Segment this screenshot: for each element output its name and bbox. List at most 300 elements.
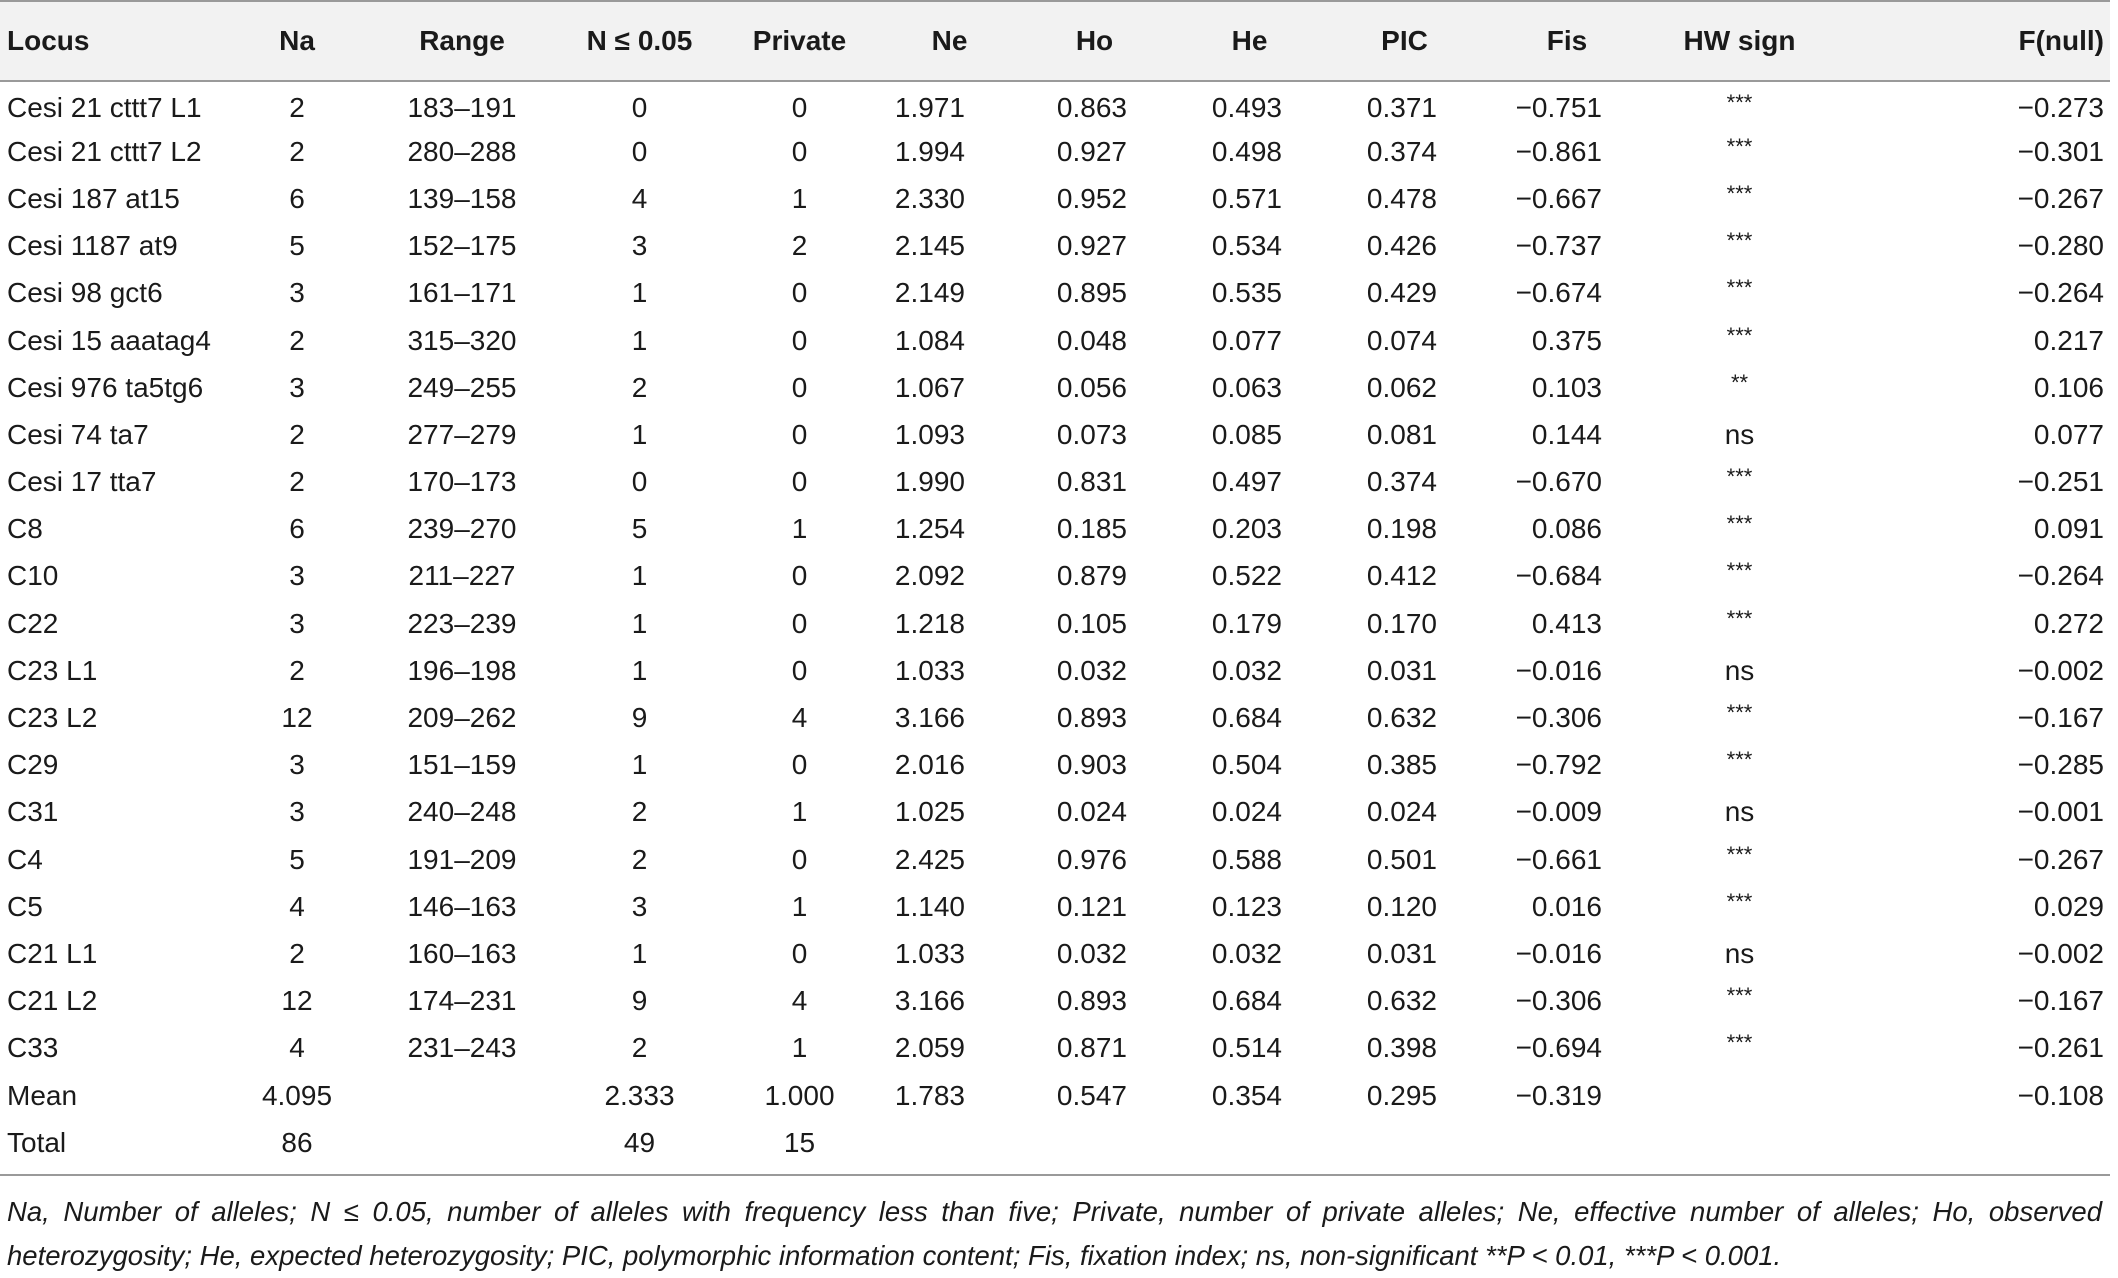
- table-row: [0, 81, 2110, 128]
- cell-hw-sign: [1652, 1119, 1827, 1166]
- cell-range: 277–279: [407, 418, 517, 450]
- cell-n-le-005: 1: [631, 654, 648, 686]
- cell-f-null: −0.267: [2017, 843, 2104, 875]
- cell-fis: 0.144: [1531, 418, 1602, 450]
- header-locus: Locus: [0, 1, 232, 81]
- cell-he: 0.024: [1211, 796, 1282, 828]
- cell-hw-sign: [1652, 270, 1827, 317]
- table-row: [0, 270, 2110, 317]
- cell-n-le-005: 2.333: [604, 1079, 675, 1111]
- cell-fis: −0.737: [1515, 230, 1602, 262]
- cell-ho: 0.831: [1056, 466, 1127, 498]
- cell-na: 5: [289, 843, 305, 875]
- cell-locus: C5: [7, 890, 43, 922]
- cell-pic: 0.371: [1366, 92, 1437, 124]
- cell-range: 196–198: [407, 654, 517, 686]
- cell-range: 280–288: [407, 135, 517, 167]
- cell-na: 2: [289, 654, 305, 686]
- cell-locus: Cesi 21 cttt7 L1: [7, 92, 202, 124]
- cell-n-le-005: 1: [631, 937, 648, 969]
- cell-private: 0: [791, 324, 808, 356]
- cell-hw-sign: [1652, 1025, 1827, 1072]
- header-he: He: [1172, 1, 1327, 81]
- cell-na: 6: [289, 513, 305, 545]
- hw-significance-stars: ***: [1726, 747, 1753, 773]
- cell-f-null: −0.001: [2017, 796, 2104, 828]
- cell-ho: 0.185: [1056, 513, 1127, 545]
- cell-fis: −0.306: [1515, 985, 1602, 1017]
- hw-significance-stars: ***: [1726, 605, 1753, 631]
- cell-ne: 2.059: [894, 1032, 965, 1064]
- cell-f-null: −0.108: [2017, 1079, 2104, 1111]
- table-row: [0, 883, 2110, 930]
- hw-significance-stars: ***: [1726, 1030, 1753, 1056]
- cell-hw-sign: [1652, 317, 1827, 364]
- cell-locus: Cesi 187 at15: [7, 182, 180, 214]
- cell-hw-sign: [1652, 742, 1827, 789]
- cell-na: 86: [281, 1126, 313, 1158]
- cell-range: 223–239: [407, 607, 517, 639]
- cell-pic: 0.074: [1366, 324, 1437, 356]
- cell-na: 6: [289, 182, 305, 214]
- cell-private: 0: [791, 277, 808, 309]
- cell-ne: 2.425: [894, 843, 965, 875]
- cell-private: 0: [791, 418, 808, 450]
- cell-fis: 0.086: [1531, 513, 1602, 545]
- cell-ne: 2.092: [894, 560, 965, 592]
- cell-f-null: 0.091: [2033, 513, 2104, 545]
- cell-fis: −0.016: [1515, 654, 1602, 686]
- cell-he: 0.063: [1211, 371, 1282, 403]
- cell-locus: C8: [7, 513, 43, 545]
- cell-ne: 1.994: [894, 135, 965, 167]
- cell-pic: 0.412: [1366, 560, 1437, 592]
- cell-locus: Cesi 17 tta7: [7, 466, 157, 498]
- cell-locus: C10: [7, 560, 59, 592]
- table-row: [0, 1072, 2110, 1119]
- header-f-null: F(null): [1827, 1, 2110, 81]
- cell-range: 151–159: [407, 749, 517, 781]
- cell-na: 3: [289, 371, 305, 403]
- hw-significance-stars: ***: [1726, 700, 1753, 726]
- cell-hw-sign: [1652, 694, 1827, 741]
- cell-locus: Total: [7, 1126, 67, 1158]
- cell-he: 0.179: [1211, 607, 1282, 639]
- cell-range: 315–320: [407, 324, 517, 356]
- cell-ne: 1.067: [894, 371, 965, 403]
- cell-ho: 0.903: [1056, 749, 1127, 781]
- hw-significance-stars: ***: [1726, 322, 1753, 348]
- hw-significance-stars: ***: [1726, 180, 1753, 206]
- header-pic: PIC: [1327, 1, 1482, 81]
- cell-n-le-005: 4: [631, 182, 648, 214]
- cell-locus: Mean: [7, 1079, 78, 1111]
- cell-pic: 0.429: [1366, 277, 1437, 309]
- header-private: Private: [717, 1, 882, 81]
- cell-he: 0.684: [1211, 985, 1282, 1017]
- hw-significance-stars: ***: [1726, 228, 1753, 254]
- header-ne: Ne: [882, 1, 1017, 81]
- cell-ho: 0.048: [1056, 324, 1127, 356]
- cell-na: 2: [289, 135, 305, 167]
- cell-na: 3: [289, 277, 305, 309]
- table-row: [0, 647, 2110, 694]
- cell-private: 4: [791, 702, 808, 734]
- cell-he: 0.514: [1211, 1032, 1282, 1064]
- cell-hw-sign: ns: [1724, 796, 1755, 828]
- cell-n-le-005: 0: [631, 92, 648, 124]
- cell-ho: 0.121: [1056, 890, 1127, 922]
- cell-ne: 1.990: [894, 466, 965, 498]
- cell-n-le-005: 0: [631, 466, 648, 498]
- table-row: [0, 1025, 2110, 1072]
- cell-locus: C29: [7, 749, 59, 781]
- cell-fis: −0.674: [1515, 277, 1602, 309]
- table-row: [0, 128, 2110, 175]
- cell-na: 2: [289, 324, 305, 356]
- table-row: [0, 317, 2110, 364]
- table-footnote: Na, Number of alleles; N ≤ 0.05, number of alleles with frequency less than five; Private, number of private alleles; Ne, effective number of alleles; Ho, observed heterozygosity; He, expected heterozygosity; PIC, polymorphic information content; Fis, fixation index; ns, non-significant **P < 0.01, ***P < 0.001.: [0, 1174, 2110, 1278]
- cell-private: 0: [791, 654, 808, 686]
- cell-range: [362, 1072, 562, 1119]
- cell-fis: −0.016: [1515, 937, 1602, 969]
- cell-ne: 1.218: [894, 607, 965, 639]
- cell-private: 0: [791, 92, 808, 124]
- cell-he: 0.493: [1211, 92, 1282, 124]
- cell-ne: 1.140: [894, 890, 965, 922]
- cell-private: 1: [791, 513, 808, 545]
- cell-private: 1: [791, 890, 808, 922]
- cell-f-null: 0.029: [2033, 890, 2104, 922]
- cell-he: 0.203: [1211, 513, 1282, 545]
- cell-he: [1172, 1119, 1327, 1166]
- hw-significance-stars: ***: [1726, 464, 1753, 490]
- table-row: [0, 175, 2110, 222]
- cell-f-null: −0.285: [2017, 749, 2104, 781]
- cell-f-null: −0.002: [2017, 937, 2104, 969]
- cell-hw-sign: ns: [1724, 654, 1755, 686]
- cell-locus: Cesi 15 aaatag4: [7, 324, 211, 356]
- cell-he: 0.504: [1211, 749, 1282, 781]
- cell-hw-sign: [1652, 836, 1827, 883]
- cell-ne: 2.145: [894, 230, 965, 262]
- hw-significance-stars: ***: [1726, 511, 1753, 537]
- cell-hw-sign: [1652, 223, 1827, 270]
- cell-he: 0.684: [1211, 702, 1282, 734]
- cell-f-null: 0.106: [2033, 371, 2104, 403]
- cell-hw-sign: [1652, 553, 1827, 600]
- cell-f-null: −0.301: [2017, 135, 2104, 167]
- cell-n-le-005: 2: [631, 371, 648, 403]
- header-hw-sign: HW sign: [1652, 1, 1827, 81]
- cell-ho: 0.976: [1056, 843, 1127, 875]
- cell-hw-sign: ns: [1724, 418, 1755, 450]
- cell-n-le-005: 49: [623, 1126, 656, 1158]
- cell-ho: 0.863: [1056, 92, 1127, 124]
- table-row: [0, 411, 2110, 458]
- cell-locus: C21 L2: [7, 985, 98, 1017]
- cell-fis: −0.694: [1515, 1032, 1602, 1064]
- cell-f-null: −0.167: [2017, 702, 2104, 734]
- cell-n-le-005: 2: [631, 843, 648, 875]
- cell-n-le-005: 2: [631, 796, 648, 828]
- cell-f-null: −0.251: [2017, 466, 2104, 498]
- cell-private: 0: [791, 371, 808, 403]
- cell-f-null: −0.261: [2017, 1032, 2104, 1064]
- cell-private: 1: [791, 796, 808, 828]
- cell-hw-sign: [1652, 506, 1827, 553]
- cell-range: 146–163: [407, 890, 517, 922]
- cell-range: 191–209: [407, 843, 517, 875]
- cell-ho: 0.073: [1056, 418, 1127, 450]
- cell-ne: 2.016: [894, 749, 965, 781]
- cell-he: 0.032: [1211, 654, 1282, 686]
- header-fis: Fis: [1482, 1, 1652, 81]
- cell-locus: C4: [7, 843, 43, 875]
- header-range: Range: [362, 1, 562, 81]
- cell-private: 0: [791, 466, 808, 498]
- cell-range: 209–262: [407, 702, 517, 734]
- cell-n-le-005: 1: [631, 418, 648, 450]
- cell-ho: 0.105: [1056, 607, 1127, 639]
- cell-ho: 0.879: [1056, 560, 1127, 592]
- cell-na: 3: [289, 560, 305, 592]
- cell-pic: 0.374: [1366, 466, 1437, 498]
- table-row: [0, 223, 2110, 270]
- cell-ne: 1.033: [894, 654, 965, 686]
- cell-private: 1.000: [764, 1079, 835, 1111]
- cell-n-le-005: 1: [631, 324, 648, 356]
- cell-pic: 0.081: [1366, 418, 1437, 450]
- cell-locus: C23 L1: [7, 654, 98, 686]
- cell-fis: −0.661: [1515, 843, 1602, 875]
- cell-n-le-005: 0: [631, 135, 648, 167]
- cell-range: 183–191: [407, 92, 517, 124]
- cell-ho: 0.032: [1056, 654, 1127, 686]
- table-row: [0, 694, 2110, 741]
- cell-f-null: 0.217: [2033, 324, 2104, 356]
- cell-ho: 0.895: [1056, 277, 1127, 309]
- cell-f-null: −0.167: [2017, 985, 2104, 1017]
- cell-n-le-005: 9: [631, 985, 648, 1017]
- table-row: [0, 930, 2110, 977]
- cell-range: 240–248: [407, 796, 517, 828]
- header-ho: Ho: [1017, 1, 1172, 81]
- table-row: [0, 459, 2110, 506]
- cell-ho: 0.024: [1056, 796, 1127, 828]
- cell-hw-sign: [1652, 81, 1827, 128]
- cell-ne: 1.033: [894, 937, 965, 969]
- cell-fis: −0.684: [1515, 560, 1602, 592]
- table-row: [0, 742, 2110, 789]
- cell-f-null: −0.273: [2017, 92, 2104, 124]
- cell-range: 174–231: [407, 985, 517, 1017]
- cell-ne: 2.330: [894, 182, 965, 214]
- cell-fis: 0.016: [1531, 890, 1602, 922]
- cell-ne: 1.971: [894, 92, 965, 124]
- cell-hw-sign: [1652, 175, 1827, 222]
- cell-he: 0.588: [1211, 843, 1282, 875]
- cell-pic: 0.120: [1366, 890, 1437, 922]
- cell-ne: 1.783: [894, 1079, 965, 1111]
- cell-ho: 0.927: [1056, 230, 1127, 262]
- cell-locus: C21 L1: [7, 937, 98, 969]
- cell-range: 249–255: [407, 371, 517, 403]
- cell-f-null: −0.264: [2017, 560, 2104, 592]
- cell-ne: 1.093: [894, 418, 965, 450]
- cell-f-null: 0.077: [2033, 418, 2104, 450]
- cell-ho: 0.871: [1056, 1032, 1127, 1064]
- cell-fis: 0.103: [1531, 371, 1602, 403]
- cell-pic: 0.031: [1366, 654, 1437, 686]
- cell-pic: 0.062: [1366, 371, 1437, 403]
- cell-ho: 0.056: [1056, 371, 1127, 403]
- cell-range: 170–173: [407, 466, 517, 498]
- cell-private: 0: [791, 560, 808, 592]
- hw-significance-stars: ***: [1726, 983, 1753, 1009]
- cell-ho: 0.032: [1056, 937, 1127, 969]
- cell-fis: −0.667: [1515, 182, 1602, 214]
- cell-range: 152–175: [407, 230, 517, 262]
- cell-f-null: −0.267: [2017, 182, 2104, 214]
- cell-hw-sign: [1652, 1072, 1827, 1119]
- cell-pic: 0.426: [1366, 230, 1437, 262]
- cell-ho: 0.547: [1056, 1079, 1127, 1111]
- cell-private: 15: [783, 1126, 816, 1158]
- cell-locus: C33: [7, 1032, 59, 1064]
- cell-locus: C31: [7, 796, 59, 828]
- cell-fis: −0.670: [1515, 466, 1602, 498]
- cell-na: 2: [289, 466, 305, 498]
- cell-pic: 0.374: [1366, 135, 1437, 167]
- cell-locus: Cesi 976 ta5tg6: [7, 371, 204, 403]
- cell-pic: 0.295: [1366, 1079, 1437, 1111]
- cell-hw-sign: [1652, 978, 1827, 1025]
- cell-ne: 3.166: [894, 985, 965, 1017]
- table-row: [0, 506, 2110, 553]
- cell-range: 211–227: [408, 560, 516, 592]
- cell-he: 0.534: [1211, 230, 1282, 262]
- header-row: [0, 1, 2110, 81]
- cell-n-le-005: 3: [631, 230, 648, 262]
- table-row: [0, 600, 2110, 647]
- cell-range: 161–171: [407, 277, 517, 309]
- cell-ho: 0.893: [1056, 985, 1127, 1017]
- cell-fis: [1482, 1119, 1652, 1166]
- cell-pic: 0.632: [1366, 985, 1437, 1017]
- cell-ne: 1.254: [894, 513, 965, 545]
- table-body: [0, 81, 2110, 1166]
- cell-he: 0.498: [1211, 135, 1282, 167]
- cell-f-null: 0.272: [2033, 607, 2104, 639]
- hw-significance-stars: ***: [1726, 841, 1753, 867]
- cell-na: 12: [281, 985, 313, 1017]
- cell-he: 0.535: [1211, 277, 1282, 309]
- cell-fis: −0.319: [1515, 1079, 1602, 1111]
- header-na: Na: [232, 1, 362, 81]
- hw-significance-stars: ***: [1726, 888, 1753, 914]
- cell-private: 0: [791, 607, 808, 639]
- cell-private: 0: [791, 135, 808, 167]
- cell-locus: Cesi 21 cttt7 L2: [7, 135, 202, 167]
- cell-private: 2: [791, 230, 808, 262]
- cell-na: 3: [289, 796, 305, 828]
- cell-pic: 0.198: [1366, 513, 1437, 545]
- cell-fis: −0.792: [1515, 749, 1602, 781]
- cell-fis: −0.751: [1515, 92, 1602, 124]
- cell-he: 0.522: [1211, 560, 1282, 592]
- cell-na: 2: [289, 937, 305, 969]
- cell-he: 0.085: [1211, 418, 1282, 450]
- cell-locus: Cesi 1187 at9: [7, 230, 178, 262]
- table-header: [0, 1, 2110, 81]
- cell-na: 5: [289, 230, 305, 262]
- cell-range: [362, 1119, 562, 1166]
- cell-n-le-005: 1: [631, 607, 648, 639]
- cell-hw-sign: [1652, 600, 1827, 647]
- cell-range: 139–158: [407, 182, 517, 214]
- cell-n-le-005: 1: [631, 560, 648, 592]
- cell-pic: 0.024: [1366, 796, 1437, 828]
- cell-ne: [882, 1119, 1017, 1166]
- cell-range: 239–270: [407, 513, 517, 545]
- cell-na: 2: [289, 418, 305, 450]
- cell-ho: 0.927: [1056, 135, 1127, 167]
- cell-pic: 0.632: [1366, 702, 1437, 734]
- cell-ne: 1.025: [894, 796, 965, 828]
- cell-ho: 0.952: [1056, 182, 1127, 214]
- cell-n-le-005: 3: [631, 890, 648, 922]
- table-row: [0, 553, 2110, 600]
- cell-he: 0.354: [1211, 1079, 1282, 1111]
- header-n-le-005: N ≤ 0.05: [562, 1, 717, 81]
- hw-significance-stars: **: [1730, 369, 1749, 395]
- cell-private: 0: [791, 937, 808, 969]
- cell-locus: C22: [7, 607, 59, 639]
- cell-pic: 0.398: [1366, 1032, 1437, 1064]
- cell-n-le-005: 5: [631, 513, 648, 545]
- cell-fis: −0.861: [1515, 135, 1602, 167]
- cell-he: 0.032: [1211, 937, 1282, 969]
- cell-pic: 0.385: [1366, 749, 1437, 781]
- cell-f-null: −0.280: [2017, 230, 2104, 262]
- hw-significance-stars: ***: [1726, 133, 1753, 159]
- cell-pic: 0.170: [1366, 607, 1437, 639]
- cell-private: 4: [791, 985, 808, 1017]
- cell-n-le-005: 9: [631, 702, 648, 734]
- cell-private: 0: [791, 843, 808, 875]
- cell-n-le-005: 1: [631, 749, 648, 781]
- cell-private: 0: [791, 749, 808, 781]
- cell-na: 12: [281, 702, 313, 734]
- cell-hw-sign: ns: [1724, 937, 1755, 969]
- cell-fis: 0.413: [1531, 607, 1602, 639]
- cell-ne: 3.166: [894, 702, 965, 734]
- hw-significance-stars: ***: [1726, 275, 1753, 301]
- cell-private: 1: [791, 182, 808, 214]
- table-row: [0, 978, 2110, 1025]
- cell-hw-sign: [1652, 364, 1827, 411]
- cell-hw-sign: [1652, 883, 1827, 930]
- table-row: [0, 836, 2110, 883]
- cell-he: 0.571: [1211, 182, 1282, 214]
- cell-ho: 0.893: [1056, 702, 1127, 734]
- cell-f-null: −0.264: [2017, 277, 2104, 309]
- cell-he: 0.497: [1211, 466, 1282, 498]
- cell-hw-sign: [1652, 459, 1827, 506]
- cell-pic: 0.031: [1366, 937, 1437, 969]
- cell-he: 0.123: [1211, 890, 1282, 922]
